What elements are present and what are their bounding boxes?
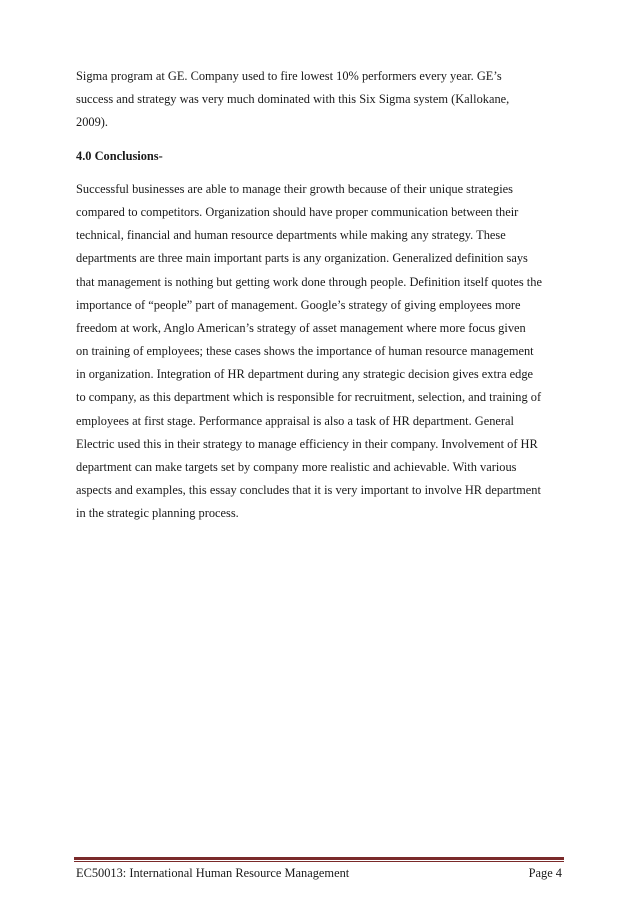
text-line: to company, as this department which is responsible for recruitment, selection, and training of [76,390,542,405]
footer-course-title: EC50013: International Human Resource Management [76,866,350,880]
text-line: departments are three main important parts is any organization. Generalized definition says [76,251,528,266]
text-line: that management is nothing but getting work done through people. Definition itself quotes the [76,274,542,289]
text-line: Electric used this in their strategy to manage efficiency in their company. Involvement of HR [76,436,538,451]
text-line: importance of “people” part of management. Google’s strategy of giving employees more [76,297,521,312]
text-line: Sigma program at GE. Company used to fire lowest 10% performers every year. GE’s [76,69,502,83]
footer-rule [74,857,564,860]
footer-rule-thin [74,861,564,862]
text-line: Successful businesses are able to manage their growth because of their unique strategies [76,181,513,196]
intro-paragraph [76,65,568,135]
text-line: employees at first stage. Performance appraisal is also a task of HR department. General [76,413,514,428]
text-line: 2009). [76,115,109,130]
paragraph-spacer [76,168,568,178]
section-heading: 4.0 Conclusions- [76,148,163,163]
text-line: in the strategic planning process. [76,506,239,521]
footer-page-number: Page 4 [528,866,562,880]
page-body [76,65,568,526]
text-line: success and strategy was very much dominated with this Six Sigma system (Kallokane, [76,92,510,107]
text-line: department can make targets set by company more realistic and achievable. With various [76,460,517,474]
text-line: technical, financial and human resource departments while making any strategy. These [76,228,506,243]
text-line: freedom at work, Anglo American’s strategy of asset management where more focus given [76,320,526,335]
text-line: on training of employees; these cases shows the importance of human resource management [76,344,534,359]
conclusions-paragraph [76,178,568,526]
text-line: aspects and examples, this essay concludes that it is very important to involve HR department [76,483,541,498]
paragraph-spacer [76,135,568,145]
text-line: compared to competitors. Organization should have proper communication between their [76,204,519,219]
text-line: in organization. Integration of HR department during any strategic decision gives extra edge [76,367,534,382]
